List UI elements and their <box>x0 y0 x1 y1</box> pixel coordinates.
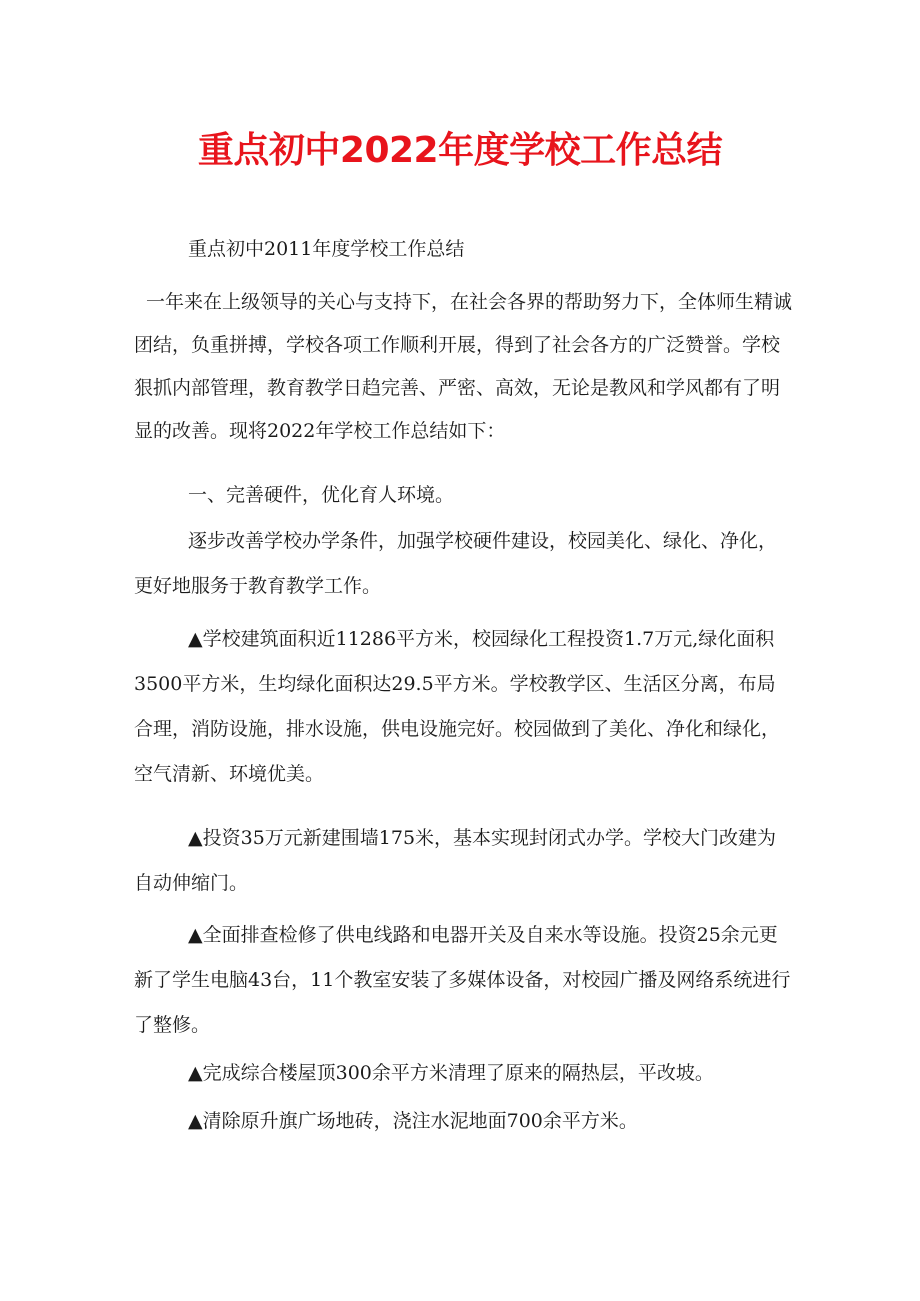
section-heading: 一、完善硬件，优化育人环境。 <box>188 484 455 506</box>
paragraph-hardware-overview: 逐步改善学校办学条件，加强学校硬件建设，校园美化、绿化、净化，更好地服务于教育教学工作。 <box>134 530 778 597</box>
paragraph-fence: ▲投资35万元新建围墙175米，基本实现封闭式办学。学校大门改建为自动伸缩门。 <box>134 827 777 894</box>
paragraph-roof: ▲完成综合楼屋顶300余平方米清理了原来的隔热层，平改坡。 <box>188 1062 714 1084</box>
document-subtitle: 重点初中2011年度学校工作总结 <box>188 238 465 260</box>
document-title: 重点初中2022年度学校工作总结 <box>197 130 723 171</box>
paragraph-facilities: ▲全面排查检修了供电线路和电器开关及自来水等设施。投资25余元更新了学生电脑43台，11个教室安装了多媒体设备，对校园广播及网络系统进行了整修。 <box>134 924 791 1036</box>
paragraph-building-area: ▲学校建筑面积近11286平方米，校园绿化工程投资1.7万元,绿化面积3500平方米，生均绿化面积达29.5平方米。学校教学区、生活区分离，布局合理，消防设施，排水设施，供电设施完好。校园做到了美化、净化和绿化，空气清新、环境优美。 <box>134 628 781 785</box>
paragraph-flag-square: ▲清除原升旗广场地砖，浇注水泥地面700余平方米。 <box>188 1110 638 1132</box>
intro-paragraph: 一年来在上级领导的关心与支持下，在社会各界的帮助努力下，全体师生精诚团结，负重拼搏，学校各项工作顺利开展，得到了社会各方的广泛赞誉。学校狠抓内部管理，教育教学日趋完善、严密、高效，无论是教风和学风都有了明显的改善。现将2022年学校工作总结如下： <box>134 291 793 442</box>
